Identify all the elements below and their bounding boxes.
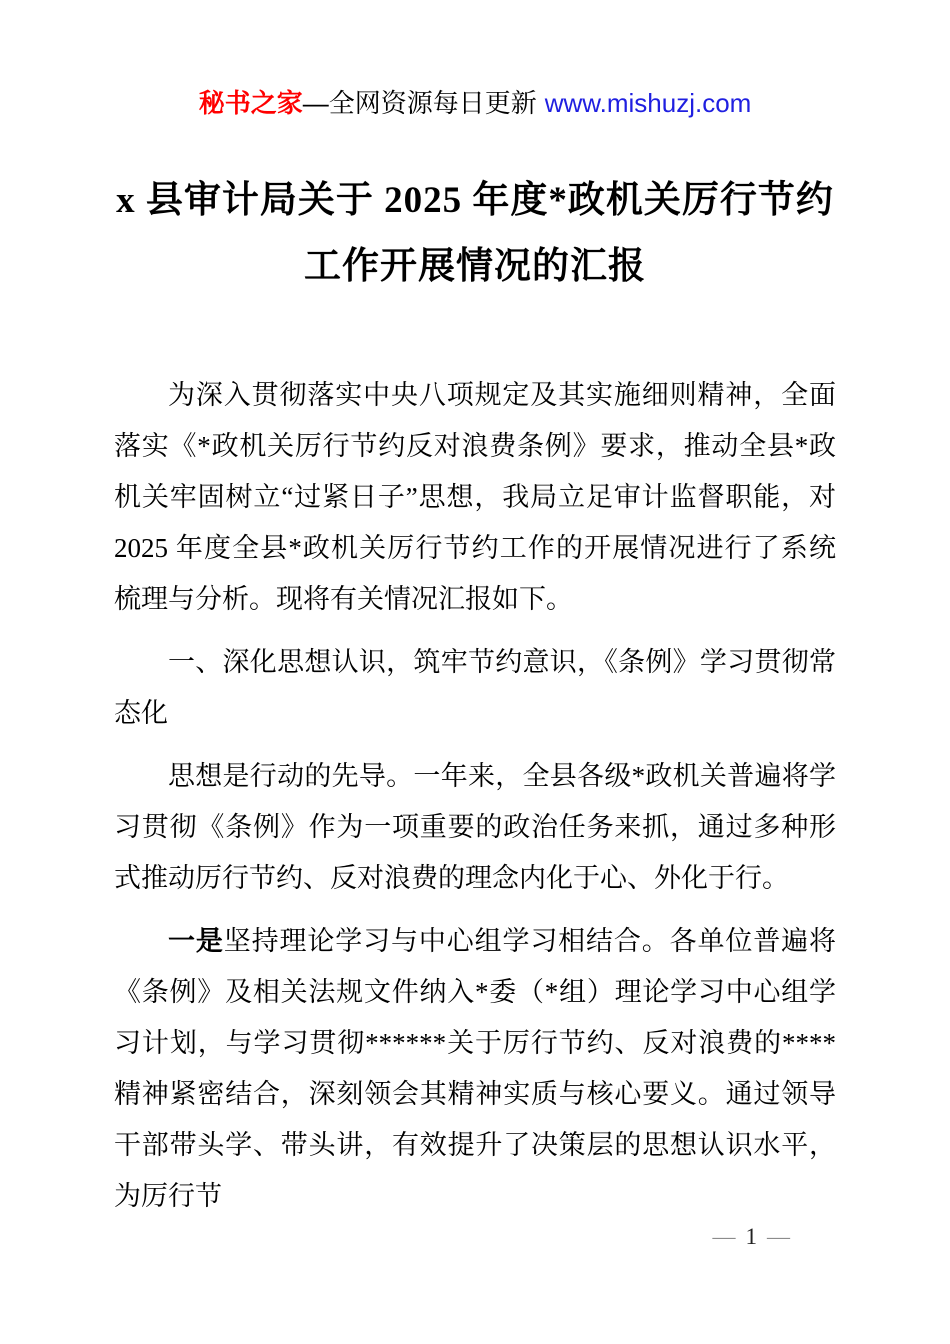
paragraph <box>114 751 836 904</box>
page-number <box>703 1222 801 1252</box>
document-title <box>0 168 950 300</box>
document-title-line2: 工作开展情况的汇报 <box>304 246 646 287</box>
paragraph-text: 为深入贯彻落实中央八项规定及其实施细则精神，全面落实《*政机关厉行节约反对浪费条例》要求，推动全县*政机关牢固树立“过紧日子”思想，我局立足审计监督职能，对 2025 年度全县*政机关厉行节约工作的开展情况进行了系统梳理与分析。现将有关情况汇报如下。 <box>114 380 836 614</box>
site-banner <box>0 84 950 122</box>
site-url-link[interactable]: www.mishuzj.com <box>544 88 752 118</box>
heading-text: 一、深化思想认识，筑牢节约意识，《条例》学习贯彻常态化 <box>114 647 836 728</box>
site-brand: 秘书之家 <box>198 88 303 118</box>
page-number-value: 1 <box>745 1224 757 1249</box>
page-number-right-dash: — <box>767 1224 790 1249</box>
paragraph-text: 思想是行动的先导。一年来，全县各级*政机关普遍将学习贯彻《条例》作为一项重要的政治任务来抓，通过多种形式推动厉行节约、反对浪费的理念内化于心、外化于行。 <box>114 761 836 893</box>
page-number-left-dash: — <box>712 1224 736 1249</box>
document-title-line1: x 县审计局关于 2025 年度*政机关厉行节约 <box>116 180 834 221</box>
section-heading-1 <box>114 637 836 739</box>
paragraph <box>114 916 836 1222</box>
paragraph-lead: 一是 <box>168 926 224 956</box>
document-body <box>114 370 836 1222</box>
paragraph-text: 坚持理论学习与中心组学习相结合。各单位普遍将《条例》及相关法规文件纳入*委（*组）理论学习中心组学习计划，与学习贯彻******关于厉行节约、反对浪费的****精神紧密结合，深刻领会其精神实质与核心要义。通过领导干部带头学、带头讲，有效提升了决策层的思想认识水平，为厉行节 <box>114 926 837 1211</box>
intro-paragraph <box>114 370 836 625</box>
site-tagline: —全网资源每日更新 <box>302 88 537 118</box>
